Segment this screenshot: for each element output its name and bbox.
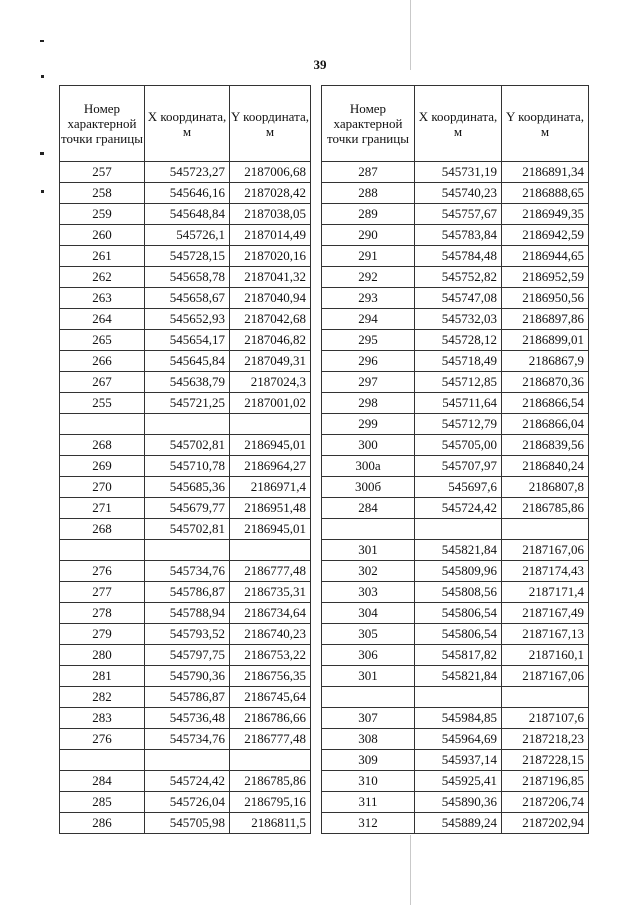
cell-point-number: 271: [60, 498, 145, 519]
cell-x-coordinate: 545726,04: [145, 792, 230, 813]
cell-point-number: 263: [60, 288, 145, 309]
cell-y-coordinate: 2186867,9: [502, 351, 589, 372]
cell-y-coordinate: 2186786,66: [230, 708, 311, 729]
cell-y-coordinate: 2187040,94: [230, 288, 311, 309]
table-row: [60, 666, 311, 687]
cell-y-coordinate: 2186950,56: [502, 288, 589, 309]
cell-x-coordinate: 545890,36: [415, 792, 502, 813]
cell-point-number: 258: [60, 183, 145, 204]
cell-y-coordinate: 2186734,64: [230, 603, 311, 624]
coordinates-table-right: [321, 85, 589, 834]
margin-mark: [41, 75, 44, 78]
header-y-coordinate: Y координата, м: [502, 86, 589, 162]
table-row: [322, 687, 589, 708]
cell-point-number: [60, 414, 145, 435]
cell-x-coordinate: 545734,76: [145, 729, 230, 750]
cell-y-coordinate: 2186785,86: [230, 771, 311, 792]
cell-y-coordinate: 2187202,94: [502, 813, 589, 834]
cell-point-number: 298: [322, 393, 415, 414]
cell-x-coordinate: 545821,84: [415, 666, 502, 687]
cell-point-number: 277: [60, 582, 145, 603]
coordinates-table-left: [59, 85, 311, 834]
table-row: [322, 267, 589, 288]
cell-y-coordinate: 2186942,59: [502, 225, 589, 246]
table-row: [60, 519, 311, 540]
cell-point-number: 312: [322, 813, 415, 834]
table-row: [322, 771, 589, 792]
cell-x-coordinate: 545710,78: [145, 456, 230, 477]
cell-x-coordinate: 545736,48: [145, 708, 230, 729]
table-row: [60, 498, 311, 519]
table-row: [60, 729, 311, 750]
cell-point-number: [322, 519, 415, 540]
cell-x-coordinate: 545808,56: [415, 582, 502, 603]
cell-point-number: 267: [60, 372, 145, 393]
table-row: [322, 561, 589, 582]
cell-x-coordinate: 545784,48: [415, 246, 502, 267]
table-row: [322, 393, 589, 414]
table-row: [322, 204, 589, 225]
table-row: [322, 288, 589, 309]
cell-point-number: 261: [60, 246, 145, 267]
cell-y-coordinate: 2186952,59: [502, 267, 589, 288]
cell-x-coordinate: 545786,87: [145, 687, 230, 708]
cell-y-coordinate: 2186866,54: [502, 393, 589, 414]
cell-x-coordinate: 545806,54: [415, 624, 502, 645]
table-row: [322, 750, 589, 771]
cell-y-coordinate: 2187042,68: [230, 309, 311, 330]
cell-y-coordinate: 2187041,32: [230, 267, 311, 288]
cell-point-number: 300б: [322, 477, 415, 498]
fold-line: [410, 835, 411, 905]
cell-y-coordinate: 2187171,4: [502, 582, 589, 603]
cell-y-coordinate: 2186964,27: [230, 456, 311, 477]
cell-x-coordinate: 545648,84: [145, 204, 230, 225]
cell-y-coordinate: 2186891,34: [502, 162, 589, 183]
table-row: [60, 183, 311, 204]
cell-x-coordinate: 545925,41: [415, 771, 502, 792]
cell-y-coordinate: 2187174,43: [502, 561, 589, 582]
cell-y-coordinate: 2186839,56: [502, 435, 589, 456]
cell-x-coordinate: 545652,93: [145, 309, 230, 330]
table-row: [60, 582, 311, 603]
table-row: [60, 540, 311, 561]
table-row: [60, 309, 311, 330]
table-row: [322, 372, 589, 393]
table-row: [60, 267, 311, 288]
table-row: [60, 204, 311, 225]
table-row: [60, 792, 311, 813]
cell-y-coordinate: 2186807,8: [502, 477, 589, 498]
cell-x-coordinate: 545786,87: [145, 582, 230, 603]
table-row: [60, 330, 311, 351]
table-row: [322, 582, 589, 603]
cell-y-coordinate: 2186795,16: [230, 792, 311, 813]
cell-x-coordinate: 545732,03: [415, 309, 502, 330]
cell-x-coordinate: 545752,82: [415, 267, 502, 288]
cell-point-number: 287: [322, 162, 415, 183]
cell-y-coordinate: 2186777,48: [230, 561, 311, 582]
cell-y-coordinate: 2186971,4: [230, 477, 311, 498]
cell-point-number: 260: [60, 225, 145, 246]
cell-y-coordinate: 2186951,48: [230, 498, 311, 519]
table-row: [60, 687, 311, 708]
cell-x-coordinate: 545964,69: [415, 729, 502, 750]
cell-x-coordinate: [145, 414, 230, 435]
cell-y-coordinate: 2187160,1: [502, 645, 589, 666]
cell-y-coordinate: 2186745,64: [230, 687, 311, 708]
cell-x-coordinate: 545721,25: [145, 393, 230, 414]
cell-y-coordinate: 2187167,13: [502, 624, 589, 645]
cell-point-number: 278: [60, 603, 145, 624]
cell-x-coordinate: 545654,17: [145, 330, 230, 351]
table-row: [60, 477, 311, 498]
table-row: [322, 603, 589, 624]
cell-y-coordinate: 2187006,68: [230, 162, 311, 183]
cell-point-number: 295: [322, 330, 415, 351]
cell-x-coordinate: 545658,67: [145, 288, 230, 309]
table-row: [322, 435, 589, 456]
cell-point-number: 307: [322, 708, 415, 729]
cell-y-coordinate: 2186811,5: [230, 813, 311, 834]
cell-point-number: 300а: [322, 456, 415, 477]
cell-x-coordinate: 545697,6: [415, 477, 502, 498]
table-row: [60, 813, 311, 834]
cell-point-number: 265: [60, 330, 145, 351]
cell-y-coordinate: 2186777,48: [230, 729, 311, 750]
cell-point-number: 281: [60, 666, 145, 687]
table-row: [60, 435, 311, 456]
cell-x-coordinate: 545712,79: [415, 414, 502, 435]
cell-y-coordinate: 2187046,82: [230, 330, 311, 351]
table-row: [322, 645, 589, 666]
cell-x-coordinate: 545728,12: [415, 330, 502, 351]
cell-x-coordinate: 545711,64: [415, 393, 502, 414]
cell-y-coordinate: 2187228,15: [502, 750, 589, 771]
table-row: [322, 624, 589, 645]
cell-point-number: 291: [322, 246, 415, 267]
cell-x-coordinate: 545809,96: [415, 561, 502, 582]
table-row: [322, 225, 589, 246]
cell-y-coordinate: 2186897,86: [502, 309, 589, 330]
cell-y-coordinate: [230, 414, 311, 435]
cell-point-number: [322, 687, 415, 708]
cell-y-coordinate: 2186840,24: [502, 456, 589, 477]
table-row: [322, 330, 589, 351]
cell-x-coordinate: 545788,94: [145, 603, 230, 624]
cell-point-number: 297: [322, 372, 415, 393]
cell-x-coordinate: 545793,52: [145, 624, 230, 645]
table-row: [60, 246, 311, 267]
cell-x-coordinate: 545817,82: [415, 645, 502, 666]
cell-y-coordinate: 2186735,31: [230, 582, 311, 603]
cell-point-number: 255: [60, 393, 145, 414]
cell-point-number: 266: [60, 351, 145, 372]
cell-point-number: 305: [322, 624, 415, 645]
table-row: [322, 162, 589, 183]
cell-y-coordinate: [230, 540, 311, 561]
cell-y-coordinate: 2186888,65: [502, 183, 589, 204]
cell-point-number: 290: [322, 225, 415, 246]
table-row: [60, 288, 311, 309]
cell-y-coordinate: 2186756,35: [230, 666, 311, 687]
cell-point-number: [60, 750, 145, 771]
table-row: [60, 771, 311, 792]
cell-x-coordinate: 545806,54: [415, 603, 502, 624]
cell-x-coordinate: 545726,1: [145, 225, 230, 246]
cell-x-coordinate: [145, 750, 230, 771]
cell-point-number: 284: [322, 498, 415, 519]
cell-point-number: 269: [60, 456, 145, 477]
cell-point-number: 304: [322, 603, 415, 624]
table-row: [322, 351, 589, 372]
cell-point-number: 292: [322, 267, 415, 288]
cell-y-coordinate: 2187020,16: [230, 246, 311, 267]
cell-y-coordinate: 2187167,06: [502, 540, 589, 561]
header-point-number: Номер характерной точки границы: [60, 86, 145, 162]
margin-mark: [40, 40, 44, 42]
table-row: [60, 603, 311, 624]
cell-x-coordinate: 545734,76: [145, 561, 230, 582]
cell-y-coordinate: 2187167,49: [502, 603, 589, 624]
table-row: [60, 162, 311, 183]
table-row: [322, 246, 589, 267]
cell-point-number: 279: [60, 624, 145, 645]
cell-y-coordinate: 2186945,01: [230, 435, 311, 456]
cell-x-coordinate: 545702,81: [145, 435, 230, 456]
cell-point-number: 264: [60, 309, 145, 330]
table-row: [322, 183, 589, 204]
table-row: [60, 708, 311, 729]
cell-point-number: 303: [322, 582, 415, 603]
cell-point-number: 302: [322, 561, 415, 582]
cell-x-coordinate: 545889,24: [415, 813, 502, 834]
cell-point-number: 268: [60, 519, 145, 540]
cell-point-number: 301: [322, 540, 415, 561]
table-row: [322, 540, 589, 561]
cell-point-number: 268: [60, 435, 145, 456]
cell-x-coordinate: 545658,78: [145, 267, 230, 288]
table-row: [60, 225, 311, 246]
cell-x-coordinate: 545724,42: [415, 498, 502, 519]
cell-x-coordinate: 545797,75: [145, 645, 230, 666]
header-y-coordinate: Y координата, м: [230, 86, 311, 162]
cell-x-coordinate: 545790,36: [145, 666, 230, 687]
table-row: [60, 750, 311, 771]
cell-point-number: 300: [322, 435, 415, 456]
cell-point-number: 286: [60, 813, 145, 834]
margin-mark: [40, 152, 44, 155]
cell-y-coordinate: 2186899,01: [502, 330, 589, 351]
table-row: [322, 813, 589, 834]
margin-mark: [41, 190, 44, 193]
table-row: [60, 372, 311, 393]
table-row: [322, 456, 589, 477]
cell-y-coordinate: 2187206,74: [502, 792, 589, 813]
cell-x-coordinate: 545718,49: [415, 351, 502, 372]
cell-x-coordinate: [415, 519, 502, 540]
cell-x-coordinate: 545646,16: [145, 183, 230, 204]
header-x-coordinate: X координата, м: [415, 86, 502, 162]
cell-x-coordinate: 545783,84: [415, 225, 502, 246]
table-row: [322, 498, 589, 519]
table-row: [60, 393, 311, 414]
cell-x-coordinate: 545645,84: [145, 351, 230, 372]
cell-y-coordinate: 2187028,42: [230, 183, 311, 204]
table-row: [322, 414, 589, 435]
cell-x-coordinate: 545705,98: [145, 813, 230, 834]
cell-point-number: 283: [60, 708, 145, 729]
table-row: [322, 708, 589, 729]
cell-y-coordinate: 2187024,3: [230, 372, 311, 393]
cell-x-coordinate: 545937,14: [415, 750, 502, 771]
cell-y-coordinate: [502, 687, 589, 708]
cell-y-coordinate: 2186753,22: [230, 645, 311, 666]
cell-point-number: 257: [60, 162, 145, 183]
table-row: [322, 729, 589, 750]
table-row: [60, 414, 311, 435]
cell-y-coordinate: 2186870,36: [502, 372, 589, 393]
cell-point-number: 276: [60, 561, 145, 582]
cell-y-coordinate: 2187038,05: [230, 204, 311, 225]
cell-point-number: 309: [322, 750, 415, 771]
table-row: [60, 624, 311, 645]
cell-y-coordinate: 2187049,31: [230, 351, 311, 372]
cell-y-coordinate: 2186785,86: [502, 498, 589, 519]
cell-x-coordinate: 545724,42: [145, 771, 230, 792]
cell-y-coordinate: 2186944,65: [502, 246, 589, 267]
table-header-row: [60, 86, 311, 162]
cell-y-coordinate: [230, 750, 311, 771]
cell-point-number: 296: [322, 351, 415, 372]
cell-point-number: 294: [322, 309, 415, 330]
header-x-coordinate: X координата, м: [145, 86, 230, 162]
cell-y-coordinate: 2186866,04: [502, 414, 589, 435]
cell-x-coordinate: 545728,15: [145, 246, 230, 267]
cell-point-number: 299: [322, 414, 415, 435]
header-point-number: Номер характерной точки границы: [322, 86, 415, 162]
table-row: [322, 309, 589, 330]
cell-x-coordinate: 545984,85: [415, 708, 502, 729]
cell-point-number: 282: [60, 687, 145, 708]
cell-point-number: 306: [322, 645, 415, 666]
table-row: [60, 456, 311, 477]
cell-point-number: 293: [322, 288, 415, 309]
cell-x-coordinate: 545723,27: [145, 162, 230, 183]
cell-y-coordinate: 2186945,01: [230, 519, 311, 540]
table-row: [322, 519, 589, 540]
cell-point-number: 284: [60, 771, 145, 792]
cell-x-coordinate: 545679,77: [145, 498, 230, 519]
table-row: [322, 666, 589, 687]
cell-point-number: 301: [322, 666, 415, 687]
cell-y-coordinate: 2187218,23: [502, 729, 589, 750]
cell-y-coordinate: 2187001,02: [230, 393, 311, 414]
cell-x-coordinate: 545685,36: [145, 477, 230, 498]
cell-point-number: 308: [322, 729, 415, 750]
cell-x-coordinate: 545638,79: [145, 372, 230, 393]
table-row: [322, 477, 589, 498]
cell-x-coordinate: 545712,85: [415, 372, 502, 393]
cell-point-number: 262: [60, 267, 145, 288]
cell-y-coordinate: [502, 519, 589, 540]
table-row: [60, 561, 311, 582]
cell-point-number: 285: [60, 792, 145, 813]
cell-point-number: 259: [60, 204, 145, 225]
page-number: 39: [313, 57, 327, 72]
cell-point-number: 288: [322, 183, 415, 204]
cell-y-coordinate: 2187167,06: [502, 666, 589, 687]
cell-x-coordinate: 545731,19: [415, 162, 502, 183]
cell-x-coordinate: 545705,00: [415, 435, 502, 456]
cell-x-coordinate: 545821,84: [415, 540, 502, 561]
cell-point-number: 311: [322, 792, 415, 813]
cell-x-coordinate: 545747,08: [415, 288, 502, 309]
cell-point-number: 289: [322, 204, 415, 225]
cell-x-coordinate: 545740,23: [415, 183, 502, 204]
cell-y-coordinate: 2187014,49: [230, 225, 311, 246]
cell-point-number: 276: [60, 729, 145, 750]
cell-y-coordinate: 2186740,23: [230, 624, 311, 645]
cell-point-number: 270: [60, 477, 145, 498]
cell-x-coordinate: 545702,81: [145, 519, 230, 540]
table-header-row: [322, 86, 589, 162]
table-row: [322, 792, 589, 813]
cell-point-number: 310: [322, 771, 415, 792]
table-row: [60, 351, 311, 372]
cell-x-coordinate: [415, 687, 502, 708]
cell-x-coordinate: 545757,67: [415, 204, 502, 225]
table-row: [60, 645, 311, 666]
cell-y-coordinate: 2187196,85: [502, 771, 589, 792]
cell-x-coordinate: 545707,97: [415, 456, 502, 477]
cell-x-coordinate: [145, 540, 230, 561]
cell-point-number: 280: [60, 645, 145, 666]
cell-point-number: [60, 540, 145, 561]
cell-y-coordinate: 2186949,35: [502, 204, 589, 225]
cell-y-coordinate: 2187107,6: [502, 708, 589, 729]
